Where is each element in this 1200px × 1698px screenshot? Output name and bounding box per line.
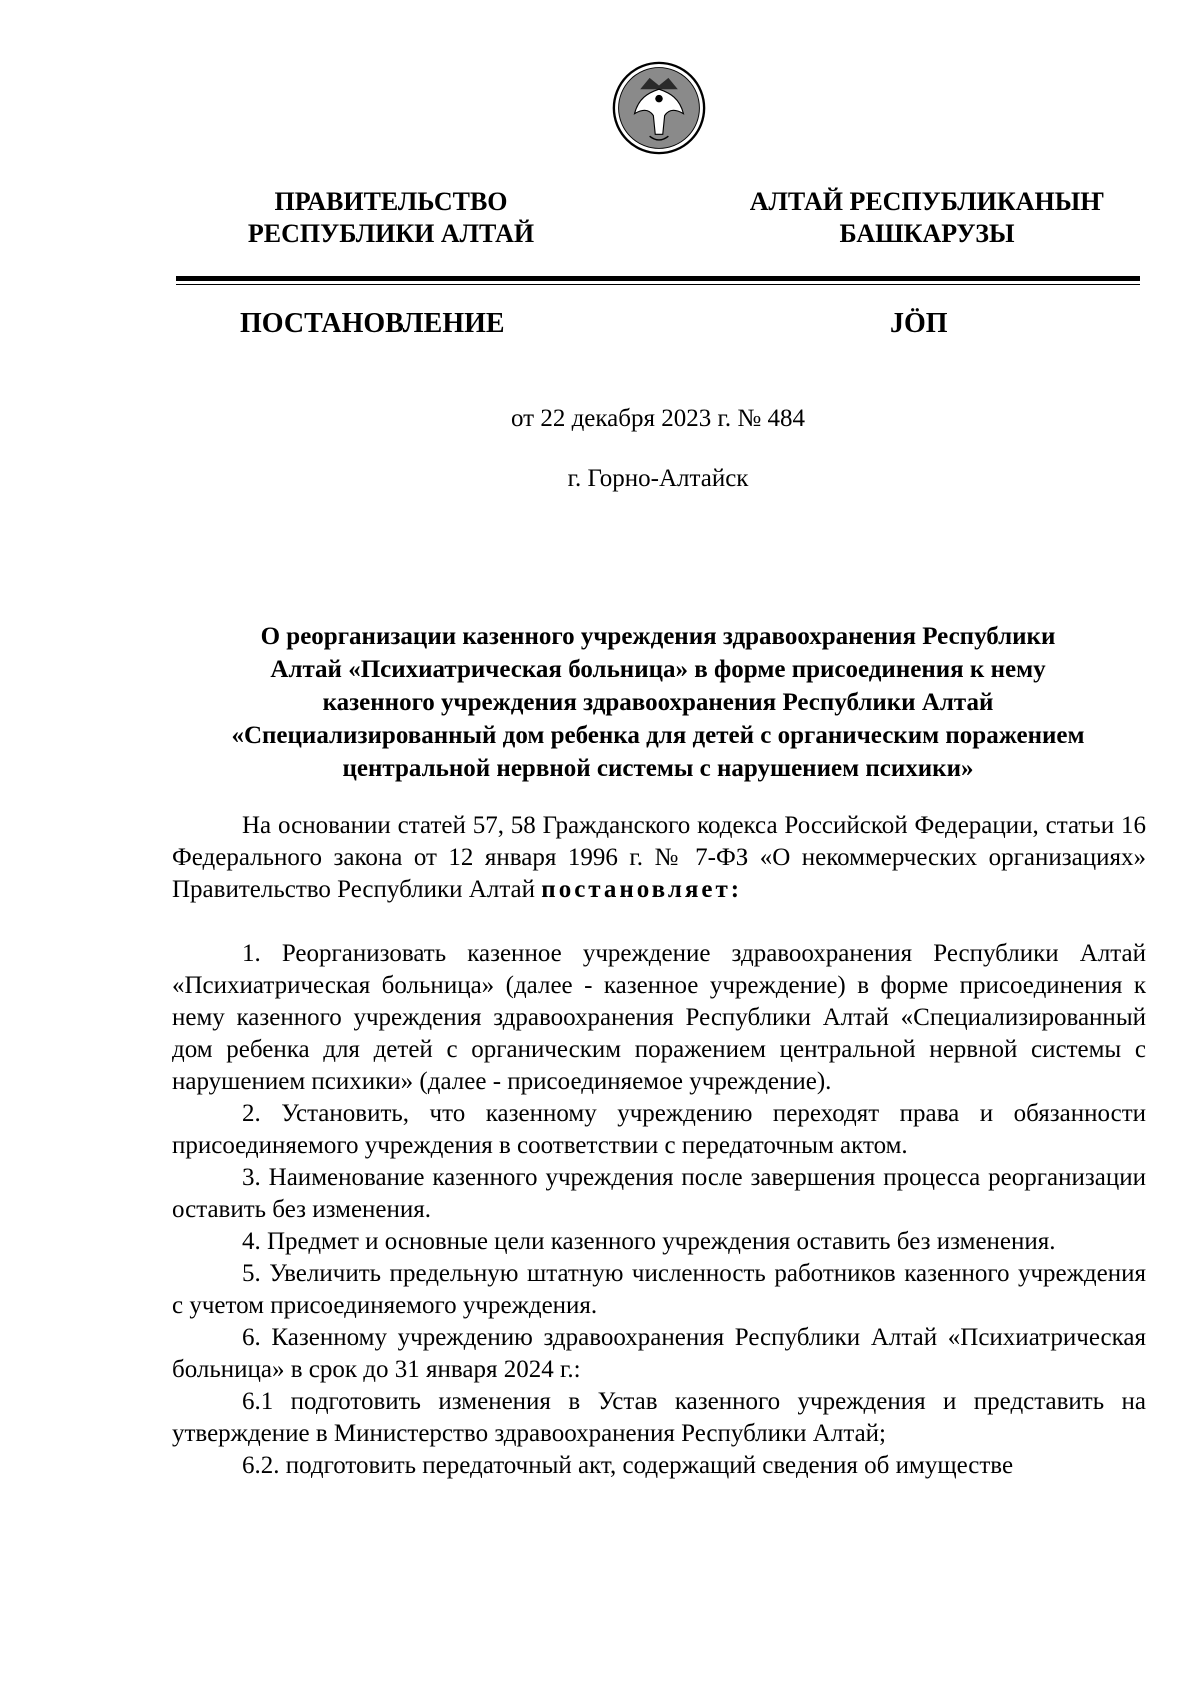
title-line: «Специализированный дом ребенка для детей с органическим поражением [231,722,1085,749]
title-line: центральной нервной системы с нарушением психики» [342,755,974,782]
header-divider-thick [176,276,1140,281]
paragraph-gap [172,906,1146,938]
header-divider-thin [176,284,1140,285]
doctype-russian: ПОСТАНОВЛЕНИЕ [240,308,505,339]
government-name-line2: РЕСПУБЛИКИ АЛТАЙ [247,219,535,248]
coat-of-arms-emblem [612,61,706,155]
document-title [170,620,1146,785]
item-paragraph: 6.2. подготовить передаточный акт, содержащий сведения об имуществе [242,1452,1014,1479]
title-line: казенного учреждения здравоохранения Республики Алтай [322,689,994,716]
title-line: Алтай «Психиатрическая больница» в форме присоединения к нему [270,656,1046,683]
government-name-line1: ПРАВИТЕЛЬСТВО [274,187,508,216]
title-line: О реорганизации казенного учреждения здравоохранения Республики [260,623,1056,650]
government-name-altai-line2: БАШКАРУЗЫ [839,219,1015,248]
item-paragraph: 6. Казенному учреждению здравоохранения Республики Алтай «Психиатрическая больница» в срок до 31 января 2024 г.: [172,1324,1146,1383]
doctype-altai: JÖП [890,308,948,339]
preamble-paragraph [172,810,1146,906]
item-paragraph: 2. Установить, что казенному учреждению переходят права и обязанности присоединяемого учреждения в соответствии с передаточным актом. [172,1100,1146,1159]
item-paragraph: 3. Наименование казенного учреждения после завершения процесса реорганизации оставить без изменения. [172,1164,1146,1223]
government-name-altai-line1: АЛТАЙ РЕСПУБЛИКАНЫҤ [749,187,1105,216]
document-date-number: от 22 декабря 2023 г. № 484 [510,405,806,432]
document-body [172,810,1146,1482]
item-paragraph: 6.1 подготовить изменения в Устав казенного учреждения и представить на утверждение в Министерство здравоохранения Республики Алтай; [172,1388,1146,1447]
item-paragraph: 1. Реорганизовать казенное учреждение здравоохранения Республики Алтай «Психиатрическая больница» (далее - казенное учреждение) в форме присоединения к нему казенного учреждения здравоохранения Республики Алтай «Специализированный дом ребенка для детей с органическим поражением центральной нервной системы с нарушением психики» (далее - присоединяемое учреждение). [172,940,1146,1095]
item-paragraph: 4. Предмет и основные цели казенного учреждения оставить без изменения. [242,1228,1056,1255]
item-paragraph: 5. Увеличить предельную штатную численность работников казенного учреждения с учетом присоединяемого учреждения. [172,1260,1146,1319]
document-city: г. Горно-Алтайск [567,465,749,492]
government-name-altai [738,186,1116,250]
preamble-text: На основании статей 57, 58 Гражданского кодекса Российской Федерации, статьи 16 Федерального закона от 12 января 1996 г. № 7-ФЗ «О некоммерческих организациях» Правительство Республики Алтай [172,812,1146,903]
resolves-word: постановляет: [541,876,743,903]
government-name-russian [230,186,552,250]
